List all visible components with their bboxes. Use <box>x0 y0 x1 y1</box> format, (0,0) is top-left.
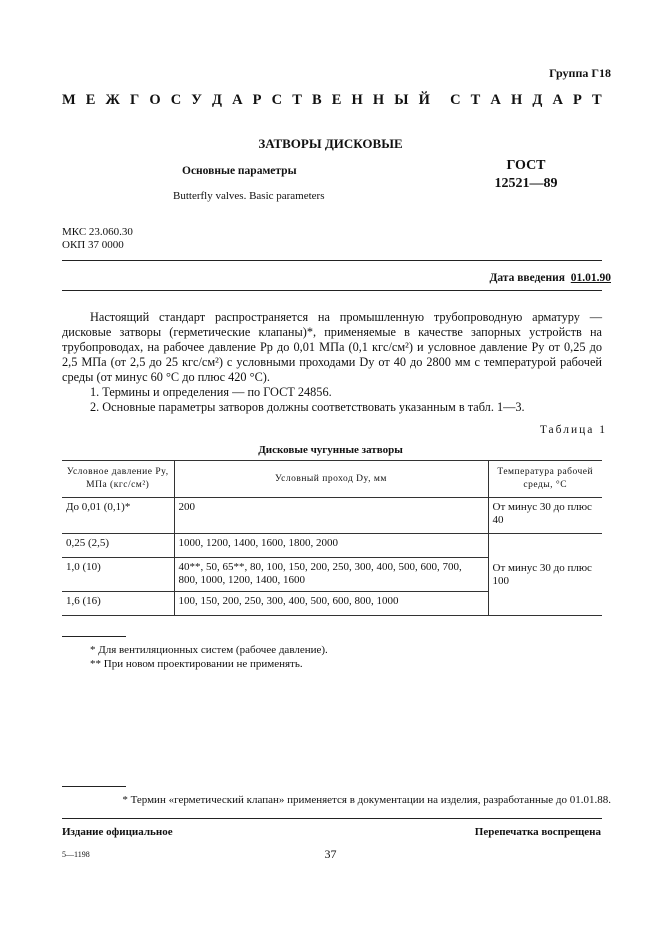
temperature-cell: От минус 30 до плюс 40 <box>488 498 602 534</box>
banner-letter: А <box>232 92 243 108</box>
banner-letter: В <box>311 92 322 108</box>
page-number: 37 <box>324 847 337 861</box>
pressure-cell: 1,0 (10) <box>62 558 174 592</box>
header-pressure: Условное давление Py, МПа (кгс/см²) <box>62 461 174 498</box>
print-code: 5—1198 <box>62 850 90 859</box>
temperature-cell: От минус 30 до плюс 100 <box>488 534 602 616</box>
header-temperature: Температура рабочей среды, °С <box>488 461 602 498</box>
banner-letter: Т <box>292 92 302 108</box>
divider-top <box>62 260 602 261</box>
diameter-cell: 40**, 50, 65**, 80, 100, 150, 200, 250, 300, 400, 500, 600, 700, 800, 1000, 1200, 1400, 1600 <box>174 558 488 592</box>
banner-letter: Т <box>591 92 602 108</box>
banner-letter: Д <box>212 92 222 108</box>
classification-codes <box>62 226 133 252</box>
pressure-cell: 0,25 (2,5) <box>62 534 174 558</box>
intro-date-value: 01.01.90 <box>570 272 611 284</box>
banner-letter: С <box>271 92 283 108</box>
divider-bottom <box>62 818 602 819</box>
banner-letter: Н <box>351 92 363 108</box>
document-subtitle: Основные параметры <box>182 165 297 177</box>
gost-label: ГОСТ <box>506 158 546 173</box>
intro-date-label: Дата введения <box>489 272 565 284</box>
banner-letter: Ж <box>105 92 120 108</box>
banner-letter: Е <box>331 92 342 108</box>
introduction-date <box>489 272 611 284</box>
banner-letter: Н <box>510 92 523 108</box>
body-text <box>62 310 602 415</box>
banner-letter: Н <box>372 92 385 108</box>
diameter-cell: 100, 150, 200, 250, 300, 400, 500, 600, 800, 1000 <box>174 592 488 616</box>
banner-letter: А <box>490 92 501 108</box>
banner-letter: Й <box>418 92 430 108</box>
diameter-cell: 200 <box>174 498 488 534</box>
gost-designation <box>486 157 566 193</box>
reprint-label: Перепечатка воспрещена <box>474 826 601 838</box>
mks-code: МКС 23.060.30 <box>62 226 133 238</box>
banner-letter: Г <box>129 92 140 108</box>
pressure-cell: 1,6 (16) <box>62 592 174 616</box>
banner-letter: Р <box>252 92 262 108</box>
banner-letter: Р <box>573 92 582 108</box>
paragraph-terms: 1. Термины и определения — по ГОСТ 24856. <box>90 385 332 399</box>
banner-letter: С <box>450 92 461 108</box>
divider-date <box>62 290 602 291</box>
banner-letter: Е <box>85 92 96 108</box>
banner-letter: Т <box>470 92 481 108</box>
header-diameter: Условный проход Dy, мм <box>174 461 488 498</box>
banner-letter: У <box>191 92 202 108</box>
pressure-cell: До 0,01 (0,1)* <box>62 498 174 534</box>
group-label: Группа Г18 <box>549 66 611 80</box>
footnote-ventilation: * Для вентиляционных систем (рабочее давление). <box>90 644 328 656</box>
footnote-separator <box>62 636 126 637</box>
table-title: Дисковые чугунные затворы <box>258 444 403 456</box>
banner-letter: О <box>149 92 161 108</box>
paragraph-parameters: 2. Основные параметры затворов должны соответствовать указанным в табл. 1—3. <box>90 400 525 414</box>
document-title: ЗАТВОРЫ ДИСКОВЫЕ <box>258 136 403 151</box>
okp-code: ОКП 37 0000 <box>62 239 124 251</box>
standard-banner <box>62 92 602 109</box>
bottom-footnote: * Термин «герметический клапан» применяется в документации на изделия, разработанные до 01.01.88. <box>122 794 611 806</box>
banner-letter: Ы <box>394 92 409 108</box>
parameters-table <box>62 460 602 616</box>
edition-label: Издание официальное <box>62 826 173 838</box>
table-label: Таблица 1 <box>539 424 607 436</box>
bottom-note-separator <box>62 786 126 787</box>
english-title: Butterfly valves. Basic parameters <box>173 190 325 202</box>
gost-number: 12521—89 <box>494 176 558 191</box>
footnote-not-applicable: ** При новом проектировании не применять. <box>90 658 303 670</box>
paragraph-scope: Настоящий стандарт распространяется на промышленную трубопроводную арматуру — дисковые затворы (герметические клапаны)*, применяемые в качестве запорных устройств на трубопроводах, на рабочее давление Pp до 0,01 МПа (0,1 кгс/см²) и условное давление Py от 0,25 до 2,5 МПа (от 2,5 до 25 кгс/см²) с условными проходами Dy от 40 до 2800 мм с температурой рабочей среды (от минус 60 °С до плюс 420 °С). <box>62 310 602 384</box>
banner-letter: М <box>62 92 76 108</box>
diameter-cell: 1000, 1200, 1400, 1600, 1800, 2000 <box>174 534 488 558</box>
banner-letter: Д <box>532 92 543 108</box>
banner-letter: А <box>552 92 563 108</box>
banner-letter: С <box>170 92 182 108</box>
